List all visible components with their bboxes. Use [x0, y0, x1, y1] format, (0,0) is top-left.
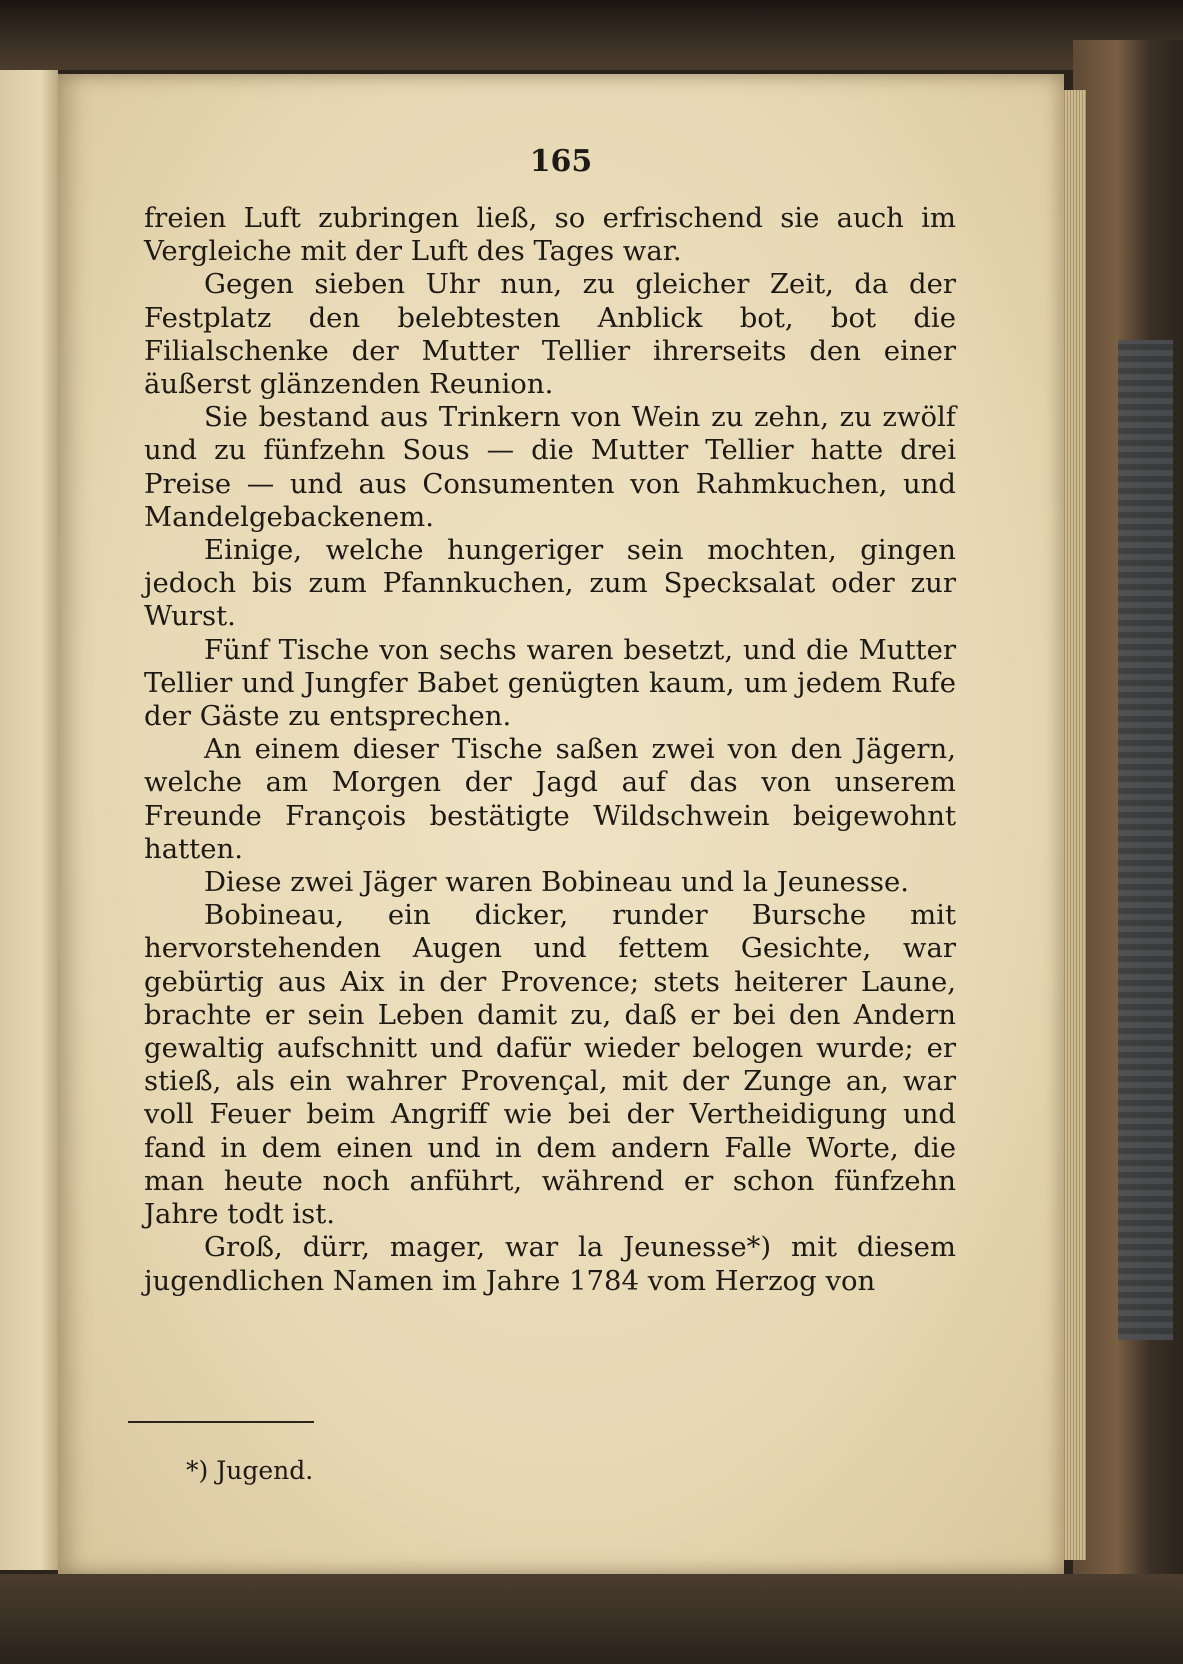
page-stack-edges	[1062, 90, 1086, 1560]
paragraph: Gegen sieben Uhr nun, zu gleicher Zeit, da der Festplatz den belebtesten Anblick bot, bot die Filialschenke der Mutter Tellier ihrerseits den einer äußerst glänzenden Reunion.	[144, 268, 956, 401]
paragraph: Sie bestand aus Trinkern von Wein zu zehn, zu zwölf und zu fünfzehn Sous — die Mutter Tellier hatte drei Preise — und aus Consumenten von Rahmkuchen, und Mandelgebackenem.	[144, 401, 956, 533]
facing-page-edge	[0, 70, 58, 1570]
page-body-text	[144, 202, 956, 1298]
paragraph: An einem dieser Tische saßen zwei von den Jägern, welche am Morgen der Jagd auf das von unserem Freunde François bestätigte Wildschwein beigewohnt hatten.	[144, 733, 956, 865]
footnote-rule	[128, 1421, 314, 1423]
cover-texture	[1118, 340, 1173, 1340]
book-page	[58, 74, 1064, 1574]
paragraph: Fünf Tische von sechs waren besetzt, und die Mutter Tellier und Jungfer Babet genügten kaum, um jedem Rufe der Gäste zu entsprechen.	[144, 633, 956, 733]
book-cover-bottom	[0, 1574, 1183, 1664]
paragraph: Diese zwei Jäger waren Bobineau und la Jeunesse.	[204, 866, 910, 899]
paragraph: freien Luft zubringen ließ, so erfrischend sie auch im Vergleiche mit der Luft des Tages war.	[144, 202, 956, 268]
paragraph: Groß, dürr, mager, war la Jeunesse*) mit diesem jugendlichen Namen im Jahre 1784 vom Herzog von	[144, 1231, 956, 1297]
footnote: *) Jugend.	[186, 1456, 314, 1485]
book-cover-right	[1073, 40, 1183, 1600]
paragraph: Bobineau, ein dicker, runder Bursche mit hervorstehenden Augen und fettem Gesichte, war gebürtig aus Aix in der Provence; stets heiterer Laune, brachte er sein Leben damit zu, daß er bei den Andern gewaltig aufschnitt und dafür wieder belogen wurde; er stieß, als ein wahrer Provençal, mit der Zunge an, war voll Feuer beim Angriff wie bei der Vertheidigung und fand in dem einen und in dem andern Falle Worte, die man heute noch anführt, während er schon fünfzehn Jahre todt ist.	[144, 899, 956, 1231]
book-cover-top	[0, 0, 1183, 70]
paragraph: Einige, welche hungeriger sein mochten, gingen jedoch bis zum Pfannkuchen, zum Specksalat oder zur Wurst.	[144, 534, 956, 633]
page-number: 165	[529, 144, 593, 179]
